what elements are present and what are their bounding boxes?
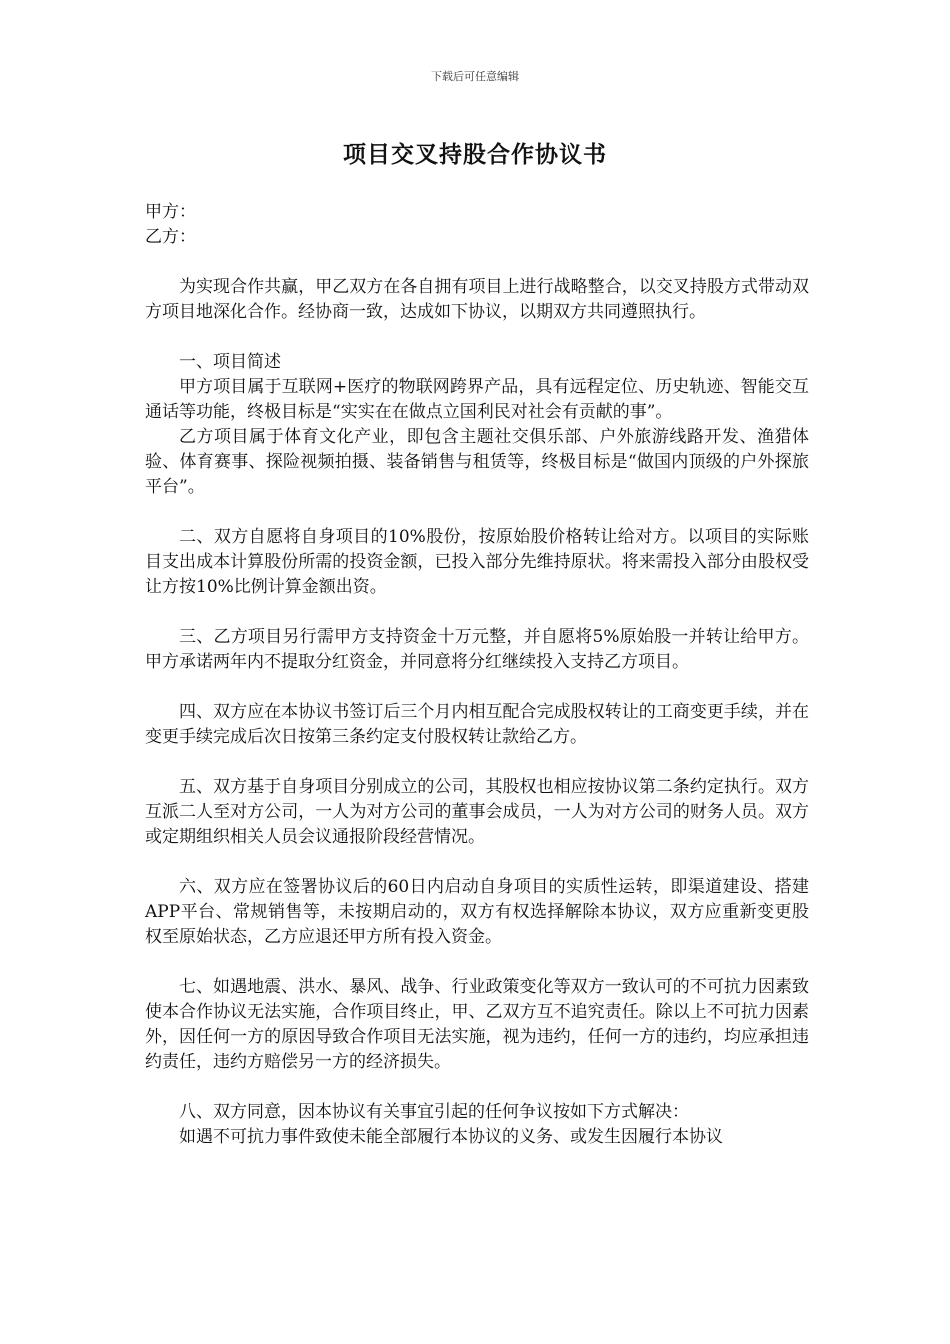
section-1-paragraph-b: 乙方项目属于体育文化产业，即包含主题社交俱乐部、户外旅游线路开发、渔猎体验、体育赛事、探险视频拍摄、装备销售与租赁等，终极目标是“做国内顶级的户外探旅平台”。 xyxy=(145,427,809,497)
section-1-paragraph-a: 甲方项目属于互联网+医疗的物联网跨界产品，具有远程定位、历史轨迹、智能交互通话等功能，终极目标是“实实在在做点立国利民对社会有贡献的事”。 xyxy=(145,377,809,422)
section-5-paragraph: 五、双方基于自身项目分别成立的公司，其股权也相应按协议第二条约定执行。双方互派二人至对方公司，一人为对方公司的董事会成员，一人为对方公司的财务人员。双方或定期组织相关人员会议通报阶段经营情况。 xyxy=(145,777,809,847)
section-1-heading: 一、项目简述 xyxy=(179,352,281,372)
section-4-paragraph: 四、双方应在本协议书签订后三个月内相互配合完成股权转让的工商变更手续，并在变更手续完成后次日按第三条约定支付股权转让款给乙方。 xyxy=(145,702,809,747)
document-body xyxy=(145,200,809,1150)
page-header: 下载后可任意编辑 xyxy=(431,70,519,83)
party-a-line: 甲方： xyxy=(145,202,196,222)
intro-paragraph: 为实现合作共赢，甲乙双方在各自拥有项目上进行战略整合，以交叉持股方式带动双方项目地深化合作。经协商一致，达成如下协议，以期双方共同遵照执行。 xyxy=(145,277,809,322)
document-title: 项目交叉持股合作协议书 xyxy=(343,141,607,168)
section-6-paragraph: 六、双方应在签署协议后的60日内启动自身项目的实质性运转，即渠道建设、搭建APP平台、常规销售等，未按期启动的，双方有权选择解除本协议，双方应重新变更股权至原始状态，乙方应退还甲方所有投入资金。 xyxy=(145,877,809,947)
section-2-paragraph: 二、双方自愿将自身项目的10%股份，按原始股价格转让给对方。以项目的实际账目支出成本计算股份所需的投资金额，已投入部分先维持原状。将来需投入部分由股权受让方按10%比例计算金额出资。 xyxy=(145,527,809,597)
section-3-paragraph: 三、乙方项目另行需甲方支持资金十万元整，并自愿将5%原始股一并转让给甲方。甲方承诺两年内不提取分红资金，并同意将分红继续投入支持乙方项目。 xyxy=(145,627,809,672)
section-7-paragraph: 七、如遇地震、洪水、暴风、战争、行业政策变化等双方一致认可的不可抗力因素致使本合作协议无法实施，合作项目终止，甲、乙双方互不追究责任。除以上不可抗力因素外，因任何一方的原因导致合作项目无法实施，视为违约，任何一方的违约，均应承担违约责任，违约方赔偿另一方的经济损失。 xyxy=(145,977,809,1072)
section-8-heading: 八、双方同意，因本协议有关事宜引起的任何争议按如下方式解决： xyxy=(179,1102,689,1122)
party-b-line: 乙方： xyxy=(145,227,196,247)
section-8-paragraph: 如遇不可抗力事件致使未能全部履行本协议的义务、或发生因履行本协议 xyxy=(179,1127,723,1147)
